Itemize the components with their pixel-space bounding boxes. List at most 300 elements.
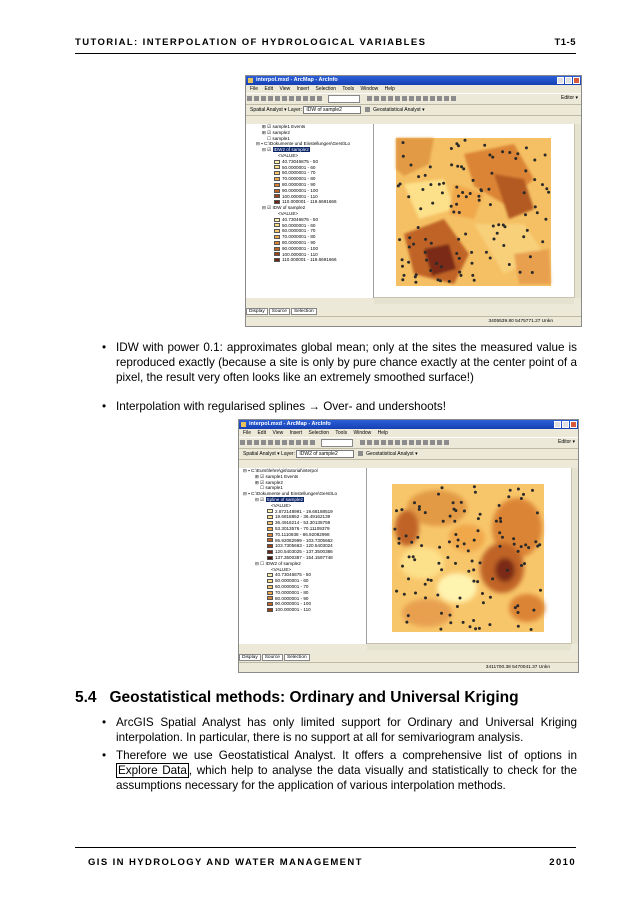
sample-point bbox=[526, 229, 529, 232]
sample-point bbox=[418, 508, 421, 511]
copy-icon[interactable] bbox=[282, 96, 287, 101]
map-vertical-scrollbar[interactable] bbox=[571, 468, 578, 644]
sample-point bbox=[410, 541, 413, 544]
sample-point bbox=[449, 614, 452, 617]
sample-point bbox=[430, 579, 433, 582]
copy-icon[interactable] bbox=[275, 440, 280, 445]
legend-label: 70.1110938 - 86.92082998 bbox=[275, 531, 330, 537]
legend-label: 60.0000001 - 70 bbox=[282, 170, 316, 176]
sample-point bbox=[458, 257, 461, 260]
sample-point bbox=[424, 511, 427, 514]
toc-workspace[interactable]: ⊟ ▪ C:\Eurst\lehre\gis\tutorial\interpol bbox=[243, 468, 318, 473]
measure-icon[interactable] bbox=[409, 440, 414, 445]
toc-field-label: <VALUE> bbox=[278, 210, 299, 216]
sample-point bbox=[398, 537, 401, 540]
redo-icon[interactable] bbox=[310, 96, 315, 101]
sample-point bbox=[448, 540, 451, 543]
arctoolbox-icon[interactable] bbox=[430, 440, 435, 445]
sample-point bbox=[421, 188, 424, 191]
sample-point bbox=[516, 604, 519, 607]
legend-label: 70.0000001 - 80 bbox=[282, 176, 316, 182]
editor-tool-icon[interactable] bbox=[360, 440, 365, 445]
tab-selection[interactable]: Selection bbox=[284, 654, 310, 661]
sample-point bbox=[544, 154, 547, 157]
pan-icon[interactable] bbox=[388, 96, 393, 101]
sample-point bbox=[476, 580, 479, 583]
sample-point bbox=[489, 257, 492, 260]
sample-point bbox=[472, 179, 475, 182]
sample-point bbox=[412, 243, 415, 246]
legend-swatch bbox=[267, 533, 273, 537]
legend-swatch bbox=[267, 591, 273, 595]
toc-layer[interactable]: ⊞ ☑ sample1 Events bbox=[255, 473, 299, 479]
save-icon[interactable] bbox=[261, 96, 266, 101]
sample-point bbox=[460, 501, 463, 504]
sample-point bbox=[442, 182, 445, 185]
menu-insert[interactable]: Insert bbox=[296, 86, 310, 92]
sample-point bbox=[414, 592, 417, 595]
legend-swatch bbox=[274, 194, 280, 198]
sample-point bbox=[501, 150, 504, 153]
cut-icon[interactable] bbox=[268, 440, 273, 445]
undo-icon[interactable] bbox=[296, 440, 301, 445]
sample-point bbox=[499, 545, 502, 548]
legend-swatch bbox=[267, 538, 273, 542]
select-icon[interactable] bbox=[430, 96, 435, 101]
open-icon[interactable] bbox=[247, 440, 252, 445]
menu-selection[interactable]: Selection bbox=[308, 430, 330, 436]
sample-point bbox=[529, 255, 532, 258]
paste-icon[interactable] bbox=[282, 440, 287, 445]
sample-point bbox=[531, 489, 534, 492]
legend-swatch bbox=[267, 596, 273, 600]
sample-point bbox=[532, 609, 535, 612]
sample-point bbox=[517, 550, 520, 553]
sample-point bbox=[545, 187, 548, 190]
tab-source[interactable]: Source bbox=[262, 654, 283, 661]
sample-point bbox=[424, 251, 427, 254]
menu-selection[interactable]: Selection bbox=[315, 86, 337, 92]
menu-edit[interactable]: Edit bbox=[257, 430, 267, 436]
toc-layer[interactable]: ⊟ ☑ Spline of sample2 bbox=[255, 496, 304, 502]
sample-point bbox=[524, 543, 527, 546]
sample-point bbox=[456, 165, 459, 168]
legend-label: 80.0000001 - 90 bbox=[275, 595, 309, 601]
minimize-icon[interactable] bbox=[554, 421, 561, 428]
new-icon[interactable] bbox=[247, 96, 252, 101]
menu-file[interactable]: File bbox=[243, 430, 252, 436]
legend-swatch bbox=[267, 515, 273, 519]
section-heading bbox=[75, 689, 519, 707]
sample-point bbox=[481, 592, 484, 595]
tab-source[interactable]: Source bbox=[269, 308, 290, 315]
zoom-out-icon[interactable] bbox=[381, 96, 386, 101]
add-data-icon[interactable] bbox=[310, 440, 315, 445]
sample-point bbox=[413, 558, 416, 561]
menu-tools[interactable]: Tools bbox=[342, 86, 355, 92]
histogram-icon[interactable] bbox=[358, 451, 363, 456]
map-horizontal-scrollbar[interactable] bbox=[367, 643, 571, 650]
sample-point bbox=[544, 218, 547, 221]
toc-layer[interactable]: ⊞ ☑ sample2 bbox=[262, 129, 290, 135]
sample-point bbox=[448, 280, 451, 283]
status-bar bbox=[246, 316, 581, 326]
legend-swatch bbox=[274, 258, 280, 262]
sample-point bbox=[469, 192, 472, 195]
sample-point bbox=[460, 165, 463, 168]
sample-point bbox=[438, 546, 441, 549]
bullet-icon: • bbox=[102, 341, 107, 354]
sample-point bbox=[483, 144, 486, 147]
map-view[interactable] bbox=[367, 468, 571, 644]
legend-label: 80.0000001 - 90 bbox=[282, 181, 316, 187]
window-titlebar bbox=[246, 76, 581, 85]
legend-swatch bbox=[274, 189, 280, 193]
sample-point bbox=[534, 540, 537, 543]
sample-point bbox=[413, 501, 416, 504]
sample-point bbox=[424, 596, 427, 599]
legend-label: 70.0000001 - 80 bbox=[275, 589, 309, 595]
sample-point bbox=[457, 195, 460, 198]
menu-help[interactable]: Help bbox=[377, 430, 388, 436]
sample-point bbox=[425, 259, 428, 262]
sample-point bbox=[492, 225, 495, 228]
geostatistical-analyst-menu[interactable]: Geostatistical Analyst ▾ bbox=[373, 107, 425, 113]
find-icon[interactable] bbox=[402, 440, 407, 445]
legend-label: 110.000001 - 119.6691666 bbox=[282, 199, 337, 205]
sample-point bbox=[424, 583, 427, 586]
histogram-icon[interactable] bbox=[365, 107, 370, 112]
layer-dropdown[interactable]: IDW of sample2 bbox=[303, 106, 361, 114]
legend-swatch bbox=[274, 241, 280, 245]
zoom-in-icon[interactable] bbox=[367, 440, 372, 445]
toc-layer[interactable]: ⊟ ☑ IDW2 of sample2 bbox=[262, 147, 309, 153]
sample-point bbox=[398, 542, 401, 545]
sample-point bbox=[499, 517, 502, 520]
sample-point bbox=[463, 510, 466, 513]
maximize-icon[interactable] bbox=[565, 77, 572, 84]
explore-data-button: Explore Data bbox=[118, 764, 187, 777]
sample-point bbox=[538, 543, 541, 546]
map-view[interactable] bbox=[374, 124, 574, 298]
sample-point bbox=[407, 261, 410, 264]
cut-icon[interactable] bbox=[275, 96, 280, 101]
sample-point bbox=[514, 157, 517, 160]
arccatalog-icon[interactable] bbox=[437, 440, 442, 445]
editor-menu[interactable]: Editor ▾ bbox=[558, 439, 575, 445]
legend-label: 80.0000001 - 90 bbox=[282, 239, 316, 245]
sample-point bbox=[488, 623, 491, 626]
footer-rule bbox=[75, 847, 576, 848]
map-horizontal-scrollbar[interactable] bbox=[374, 297, 574, 304]
legend-label: 110.000001 - 119.6691666 bbox=[282, 257, 337, 263]
sample-point bbox=[474, 491, 477, 494]
sample-point bbox=[490, 172, 493, 175]
legend-swatch bbox=[267, 521, 273, 525]
sample-point bbox=[458, 211, 461, 214]
tab-selection[interactable]: Selection bbox=[291, 308, 317, 315]
sample-point bbox=[435, 262, 438, 265]
sample-point bbox=[407, 614, 410, 617]
sample-point bbox=[477, 517, 480, 520]
bullet-text: , which help to analyse the data visually and statistically to check for the assumptions necessary for the application of various interpolation methods. bbox=[116, 764, 577, 792]
sample-point bbox=[472, 619, 475, 622]
sample-point bbox=[517, 488, 520, 491]
sample-point bbox=[412, 555, 415, 558]
sample-point bbox=[482, 601, 485, 604]
legend-swatch bbox=[274, 200, 280, 204]
bullet-text: Therefore we use Geostatistical Analyst. It offers a comprehensive list of options in bbox=[116, 749, 577, 762]
sample-point bbox=[488, 154, 491, 157]
help-icon[interactable] bbox=[451, 96, 456, 101]
legend-swatch bbox=[267, 556, 273, 560]
idw-raster-map bbox=[374, 124, 574, 298]
sample-point bbox=[467, 570, 470, 573]
legend-swatch bbox=[274, 247, 280, 251]
sample-point bbox=[400, 508, 403, 511]
sample-point bbox=[437, 562, 440, 565]
editor-menu[interactable]: Editor ▾ bbox=[561, 95, 578, 101]
legend-label: 90.0000001 - 100 bbox=[282, 187, 319, 193]
select-icon[interactable] bbox=[423, 440, 428, 445]
page-footer bbox=[88, 857, 576, 868]
sample-point bbox=[477, 195, 480, 198]
menu-help[interactable]: Help bbox=[384, 86, 395, 92]
menu-file[interactable]: File bbox=[250, 86, 259, 92]
sample-point bbox=[456, 545, 459, 548]
sample-point bbox=[429, 183, 432, 186]
header-rule bbox=[75, 53, 576, 54]
zoom-in-icon[interactable] bbox=[374, 96, 379, 101]
sample-point bbox=[442, 520, 445, 523]
print-icon[interactable] bbox=[261, 440, 266, 445]
sample-point bbox=[531, 271, 534, 274]
sample-point bbox=[401, 265, 404, 268]
page-header bbox=[75, 37, 576, 48]
minimize-icon[interactable] bbox=[557, 77, 564, 84]
sample-point bbox=[516, 152, 519, 155]
layer-dropdown[interactable]: IDW2 of sample2 bbox=[296, 450, 354, 458]
new-icon[interactable] bbox=[240, 440, 245, 445]
scale-box[interactable] bbox=[321, 439, 353, 447]
sample-point bbox=[469, 625, 472, 628]
menu-view[interactable]: View bbox=[279, 86, 291, 92]
tab-display[interactable]: Display bbox=[246, 308, 268, 315]
toc-workspace[interactable]: ⊟ ▪ C:\Dokumente und Einstellungen\Gerst\Lo bbox=[243, 491, 338, 497]
sample-point bbox=[405, 621, 408, 624]
tab-display[interactable]: Display bbox=[239, 654, 261, 661]
sample-point bbox=[506, 569, 509, 572]
full-extent-icon[interactable] bbox=[395, 96, 400, 101]
sample-point bbox=[508, 263, 511, 266]
sample-point bbox=[508, 151, 511, 154]
paste-icon[interactable] bbox=[289, 96, 294, 101]
sample-point bbox=[401, 565, 404, 568]
coordinate-readout: 3405539.80 5475771.27 Unkn bbox=[488, 319, 553, 324]
menu-window[interactable]: Window bbox=[360, 86, 379, 92]
menu-view[interactable]: View bbox=[272, 430, 284, 436]
sample-point bbox=[472, 580, 475, 583]
sample-point bbox=[491, 577, 494, 580]
sample-point bbox=[493, 238, 496, 241]
sample-point bbox=[512, 537, 515, 540]
sample-point bbox=[419, 207, 422, 210]
sample-point bbox=[449, 621, 452, 624]
identify-icon[interactable] bbox=[395, 440, 400, 445]
toc-workspace[interactable]: ⊟ ▪ C:\Dokumente und Einstellungen\Gerst\Lo bbox=[256, 141, 351, 147]
sample-point bbox=[414, 281, 417, 284]
sample-point bbox=[541, 183, 544, 186]
sample-point bbox=[452, 211, 455, 214]
menu-bar bbox=[239, 429, 578, 437]
sample-point bbox=[487, 188, 490, 191]
sample-point bbox=[446, 556, 449, 559]
arccatalog-icon[interactable] bbox=[444, 96, 449, 101]
identify-icon[interactable] bbox=[402, 96, 407, 101]
window-title: interpol.mxd - ArcMap - ArcInfo bbox=[249, 421, 331, 427]
sample-point bbox=[453, 520, 456, 523]
arcmap-app-icon bbox=[241, 422, 246, 427]
hyperlink-icon[interactable] bbox=[416, 440, 421, 445]
footer-left: GIS IN HYDROLOGY AND WATER MANAGEMENT bbox=[88, 857, 363, 868]
standard-toolbar bbox=[239, 437, 578, 449]
legend-label: 86.92082999 - 103.7305662 bbox=[275, 537, 333, 543]
sample-point bbox=[397, 184, 400, 187]
sample-point bbox=[473, 485, 476, 488]
legend-label: 40.73046875 - 50 bbox=[275, 572, 312, 578]
sample-point bbox=[429, 269, 432, 272]
open-icon[interactable] bbox=[254, 96, 259, 101]
sample-point bbox=[498, 504, 501, 507]
hyperlink-icon[interactable] bbox=[423, 96, 428, 101]
page-number: T1-5 bbox=[554, 37, 576, 48]
sample-point bbox=[479, 561, 482, 564]
close-icon[interactable] bbox=[570, 421, 577, 428]
geostatistical-analyst-menu[interactable]: Geostatistical Analyst ▾ bbox=[366, 451, 418, 457]
section-title: Geostatistical methods: Ordinary and Universal Kriging bbox=[109, 689, 519, 706]
sample-point bbox=[439, 628, 442, 631]
bullet-text: IDW with power 0.1: approximates global mean; only at the sites the measured value is reproduced exactly (because a site is only by pure chance exactly at the center point of a pixel, the result very often looks like an extremely smoothed surface!) bbox=[116, 341, 577, 384]
arctoolbox-icon[interactable] bbox=[437, 96, 442, 101]
legend-swatch bbox=[274, 171, 280, 175]
bullet-text: Interpolation with regularised splines → Over- and undershoots! bbox=[116, 400, 447, 413]
toc-layer[interactable]: ☐ sample1 bbox=[260, 485, 283, 491]
zoom-out-icon[interactable] bbox=[374, 440, 379, 445]
close-icon[interactable] bbox=[573, 77, 580, 84]
full-extent-icon[interactable] bbox=[388, 440, 393, 445]
maximize-icon[interactable] bbox=[562, 421, 569, 428]
bullet-text: ArcGIS Spatial Analyst has only limited support for Ordinary and Universal Kriging interpolation. In particular, there is no support at all for semivariogram analysis. bbox=[116, 716, 577, 744]
sample-point bbox=[429, 165, 432, 168]
toc-layer[interactable]: ⊞ ☑ sample2 bbox=[255, 479, 283, 485]
sample-point bbox=[450, 205, 453, 208]
delete-icon[interactable] bbox=[296, 96, 301, 101]
menu-insert[interactable]: Insert bbox=[289, 430, 303, 436]
sample-point bbox=[517, 625, 520, 628]
legend-label: 19.6818852 - 36.49162139 bbox=[275, 514, 331, 520]
scale-box[interactable] bbox=[328, 95, 360, 103]
toc-layer[interactable]: ☐ sample1 bbox=[267, 135, 290, 141]
find-icon[interactable] bbox=[409, 96, 414, 101]
sample-point bbox=[525, 146, 528, 149]
sample-point bbox=[403, 274, 406, 277]
sample-point bbox=[395, 590, 398, 593]
legend-label: 100.000001 - 110 bbox=[282, 193, 318, 199]
legend-class bbox=[267, 607, 366, 613]
menu-edit[interactable]: Edit bbox=[264, 86, 274, 92]
spatial-analyst-menu[interactable]: Spatial Analyst ▾ bbox=[250, 107, 287, 113]
add-data-icon[interactable] bbox=[317, 96, 322, 101]
sample-point bbox=[408, 555, 411, 558]
print-icon[interactable] bbox=[268, 96, 273, 101]
undo-icon[interactable] bbox=[303, 96, 308, 101]
sample-point bbox=[398, 238, 401, 241]
sample-point bbox=[410, 164, 413, 167]
sample-point bbox=[498, 531, 501, 534]
sample-point bbox=[403, 593, 406, 596]
window-titlebar bbox=[239, 420, 578, 429]
legend-label: 36.4916214 - 53.30135759 bbox=[275, 520, 331, 526]
sample-point bbox=[547, 191, 550, 194]
legend-swatch bbox=[274, 165, 280, 169]
sample-point bbox=[499, 520, 502, 523]
measure-icon[interactable] bbox=[416, 96, 421, 101]
sample-point bbox=[427, 578, 430, 581]
sample-point bbox=[401, 278, 404, 281]
sample-point bbox=[507, 495, 510, 498]
sample-point bbox=[395, 509, 398, 512]
toc-field-label: <VALUE> bbox=[271, 502, 292, 508]
save-icon[interactable] bbox=[254, 440, 259, 445]
sample-point bbox=[438, 183, 441, 186]
menu-window[interactable]: Window bbox=[353, 430, 372, 436]
pan-icon[interactable] bbox=[381, 440, 386, 445]
legend-label: 70.0000001 - 80 bbox=[282, 234, 316, 240]
map-vertical-scrollbar[interactable] bbox=[574, 124, 581, 298]
sample-point bbox=[534, 205, 537, 208]
sample-point bbox=[431, 202, 434, 205]
sample-point bbox=[456, 605, 459, 608]
legend-classes bbox=[239, 509, 366, 561]
legend-label: 2.872148991 - 19.68188519 bbox=[275, 508, 333, 514]
redo-icon[interactable] bbox=[303, 440, 308, 445]
sample-point bbox=[393, 528, 396, 531]
toc-layer[interactable]: ⊟ ☐ IDW2 of sample2 bbox=[255, 560, 301, 566]
menu-tools[interactable]: Tools bbox=[335, 430, 348, 436]
delete-icon[interactable] bbox=[289, 440, 294, 445]
sample-point bbox=[536, 211, 539, 214]
legend-swatch bbox=[274, 183, 280, 187]
legend-swatch bbox=[267, 602, 273, 606]
help-icon[interactable] bbox=[444, 440, 449, 445]
legend-classes bbox=[246, 159, 373, 205]
coordinate-readout: 3411700.38 5470041.37 Unkn bbox=[485, 665, 550, 670]
sample-point bbox=[523, 562, 526, 565]
sample-point bbox=[440, 568, 443, 571]
bullet-geostatistical-analyst bbox=[102, 748, 577, 793]
spatial-analyst-menu[interactable]: Spatial Analyst ▾ bbox=[243, 451, 280, 457]
bullet-icon: • bbox=[102, 716, 107, 729]
sample-point bbox=[401, 258, 404, 261]
bullet-arcgis-support bbox=[102, 715, 577, 745]
toc-layer[interactable]: ⊟ ☑ IDW of sample2 bbox=[262, 205, 306, 211]
sample-point bbox=[402, 141, 405, 144]
sample-point bbox=[477, 529, 480, 532]
editor-tool-icon[interactable] bbox=[367, 96, 372, 101]
toc-layer[interactable]: ⊞ ☑ sample1 Events bbox=[262, 124, 306, 129]
sample-point bbox=[491, 156, 494, 159]
spline-raster-map bbox=[367, 468, 571, 644]
